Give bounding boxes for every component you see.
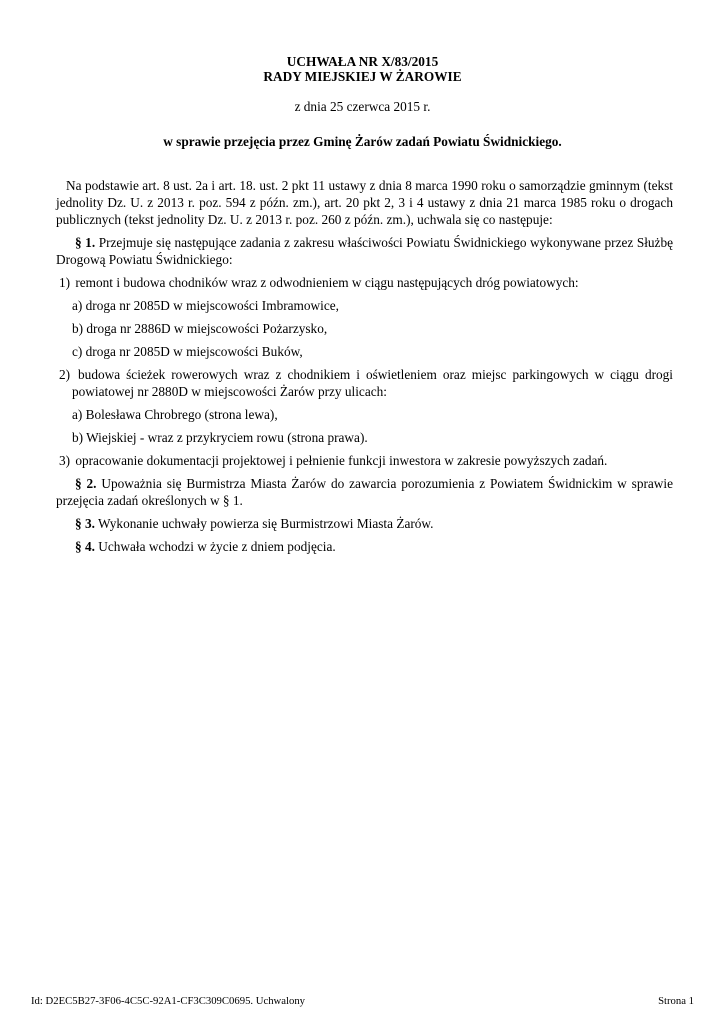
list-item-2-num: 2): [59, 367, 71, 382]
resolution-subject: w sprawie przejęcia przez Gminę Żarów zadań Powiatu Świdnickiego.: [163, 134, 562, 149]
document-id: Id: D2EC5B27-3F06-4C5C-92A1-CF3C309C0695. Uchwalony: [31, 995, 306, 1007]
council-name: RADY MIEJSKIEJ W ŻAROWIE: [263, 69, 462, 84]
section-2: [56, 475, 673, 509]
section-4-text: Uchwała wchodzi w życie z dniem podjęcia.: [94, 539, 336, 554]
resolution-date: z dnia 25 czerwca 2015 r.: [294, 99, 431, 114]
section-2-label: § 2.: [75, 476, 97, 491]
sub-item-1c: c) droga nr 2085D w miejscowości Buków,: [72, 344, 303, 359]
section-4-label: § 4.: [75, 539, 95, 554]
sub-item-1a: a) droga nr 2085D w miejscowości Imbramowice,: [72, 298, 339, 313]
sub-item-1b: b) droga nr 2886D w miejscowości Pożarzysko,: [72, 321, 328, 336]
page-number: Strona 1: [658, 995, 694, 1007]
sub-item-2b: b) Wiejskiej - wraz z przykryciem rowu (strona prawa).: [72, 430, 368, 445]
sub-item-2a: a) Bolesława Chrobrego (strona lewa),: [72, 407, 278, 422]
section-1-text: Przejmuje się następujące zadania z zakresu właściwości Powiatu Świdnickiego wykonywane przez Służbę Drogową Powiatu Świdnickiego:: [56, 235, 674, 267]
resolution-number: UCHWAŁA NR X/83/2015: [286, 54, 439, 69]
section-3-label: § 3.: [75, 516, 95, 531]
list-item-3: [56, 452, 673, 469]
section-1: [56, 234, 673, 268]
list-item-1: [56, 274, 673, 291]
list-item-2-text: budowa ścieżek rowerowych wraz z chodnikiem i oświetleniem oraz miejsc parkingowych w ciągu drogi powiatowej nr 2880D w miejscowości Żarów przy ulicach:: [72, 367, 674, 399]
list-item-3-num: 3): [59, 453, 71, 468]
section-2-text: Upoważnia się Burmistrza Miasta Żarów do zawarcia porozumienia z Powiatem Świdnickim w sprawie przejęcia zadań określonych w § 1.: [56, 476, 673, 508]
list-item-1-num: 1): [59, 275, 71, 290]
list-item-2: [56, 366, 673, 400]
list-item-1-text: remont i budowa chodników wraz z odwodnieniem w ciągu następujących dróg powiatowych:: [75, 275, 579, 290]
section-1-label: § 1.: [75, 235, 96, 250]
resolution-body: [56, 177, 673, 561]
preamble: Na podstawie art. 8 ust. 2a i art. 18. ust. 2 pkt 11 ustawy z dnia 8 marca 1990 roku o samorządzie gminnym (tekst jednolity Dz. U. z 2013 r. poz. 594 z późn. zm.), art. 20 pkt 2, 3 i 4 ustawy z dnia 21 marca 1985 roku o drogach publicznych (tekst jednolity Dz. U. z 2013 r. poz. 260 z późn. zm.), uchwala się co następuje:: [56, 178, 673, 227]
section-3: [56, 515, 673, 532]
section-3-text: Wykonanie uchwały powierza się Burmistrzowi Miasta Żarów.: [94, 516, 434, 531]
section-4: [56, 538, 673, 555]
list-item-3-text: opracowanie dokumentacji projektowej i pełnienie funkcji inwestora w zakresie powyższych zadań.: [75, 453, 608, 468]
